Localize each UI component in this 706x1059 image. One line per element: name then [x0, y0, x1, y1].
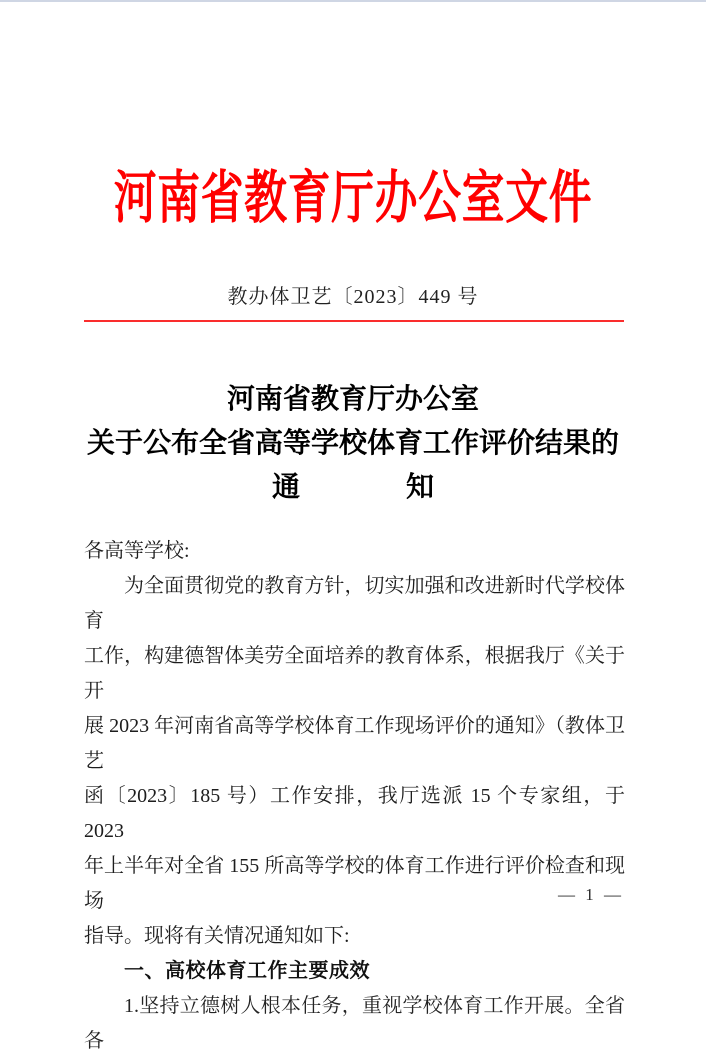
- notice-char-right: 知: [406, 472, 435, 503]
- salutation: 各高等学校:: [84, 540, 190, 562]
- page-number: — 1 —: [558, 885, 624, 904]
- notice-title-line2: 关于公布全省高等学校体育工作评价结果的: [86, 428, 619, 459]
- paragraph: [84, 569, 625, 954]
- notice-char-left: 通: [271, 472, 300, 503]
- section-heading: 一、高校体育工作主要成效: [124, 960, 370, 982]
- paragraph-line: 指导。现将有关情况通知如下:: [84, 925, 350, 947]
- document-number: 教办体卫艺〔2023〕449 号: [227, 286, 479, 308]
- document-body: [84, 534, 625, 1059]
- notice-title-line1: 河南省教育厅办公室: [226, 384, 479, 415]
- letterhead-title: 河南省教育厅办公室文件: [113, 167, 593, 230]
- notice-title-line3: [0, 466, 706, 510]
- paragraph-line: 年上半年对全省 155 所高等学校的体育工作进行评价检查和现场: [84, 855, 625, 912]
- paragraph-line: 工作，构建德智体美劳全面培养的教育体系，根据我厅《关于开: [84, 645, 625, 702]
- paragraph-line: 为全面贯彻党的教育方针，切实加强和改进新时代学校体育: [84, 575, 625, 632]
- red-divider-line: [84, 320, 624, 322]
- numbered-item-line: 1.坚持立德树人根本任务，重视学校体育工作开展。全省各: [84, 995, 625, 1052]
- paragraph-line: 展 2023 年河南省高等学校体育工作现场评价的通知》（教体卫艺: [84, 715, 625, 772]
- notice-title: [0, 378, 706, 510]
- paragraph-line: 函〔2023〕185 号）工作安排，我厅选派 15 个专家组，于 2023: [84, 785, 625, 842]
